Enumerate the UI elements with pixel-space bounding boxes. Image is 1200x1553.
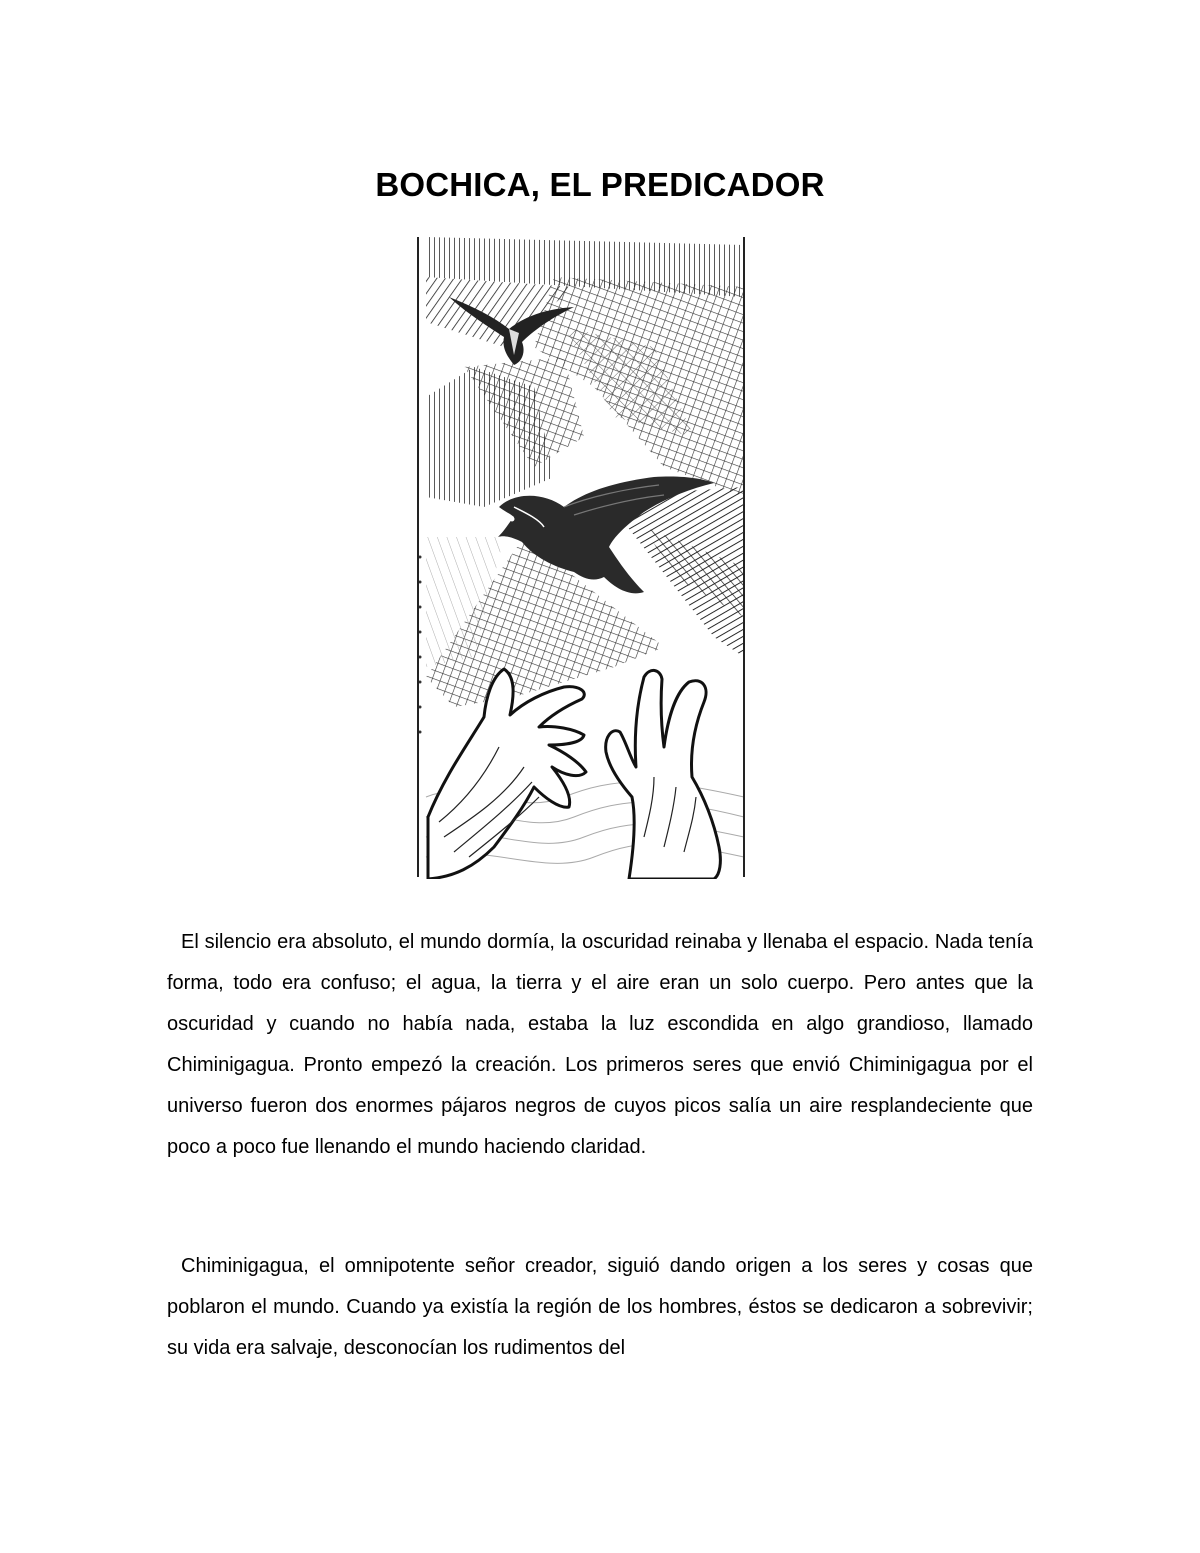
paragraph-1 xyxy=(167,922,1033,1167)
paragraph-text: El silencio era absoluto, el mundo dormía, la oscuridad reinaba y llenaba el espacio. Nada tenía forma, todo era confuso; el agua, la tierra y el aire eran un solo cuerpo. Pero antes que la oscuridad y cuando no había nada, estaba la luz escondida en algo grandioso, llamado Chiminigagua. Pronto empezó la creación. Los primeros seres que envió Chiminigagua por el universo fueron dos enormes pájaros negros de cuyos picos salía un aire resplandeciente que poco a poco fue llenando el mundo haciendo claridad. xyxy=(167,931,1033,1158)
birds-and-hands-illustration xyxy=(414,237,756,879)
document-title: BOCHICA, EL PREDICADOR xyxy=(375,166,825,203)
paragraph-2 xyxy=(167,1246,1033,1369)
paragraph-text: Chiminigagua, el omnipotente señor creador, siguió dando origen a los seres y cosas que poblaron el mundo. Cuando ya existía la región de los hombres, éstos se dedicaron a sobrevivir; su vida era salvaje, desconocían los rudimentos del xyxy=(167,1255,1033,1359)
illustration-drawing xyxy=(414,237,756,879)
